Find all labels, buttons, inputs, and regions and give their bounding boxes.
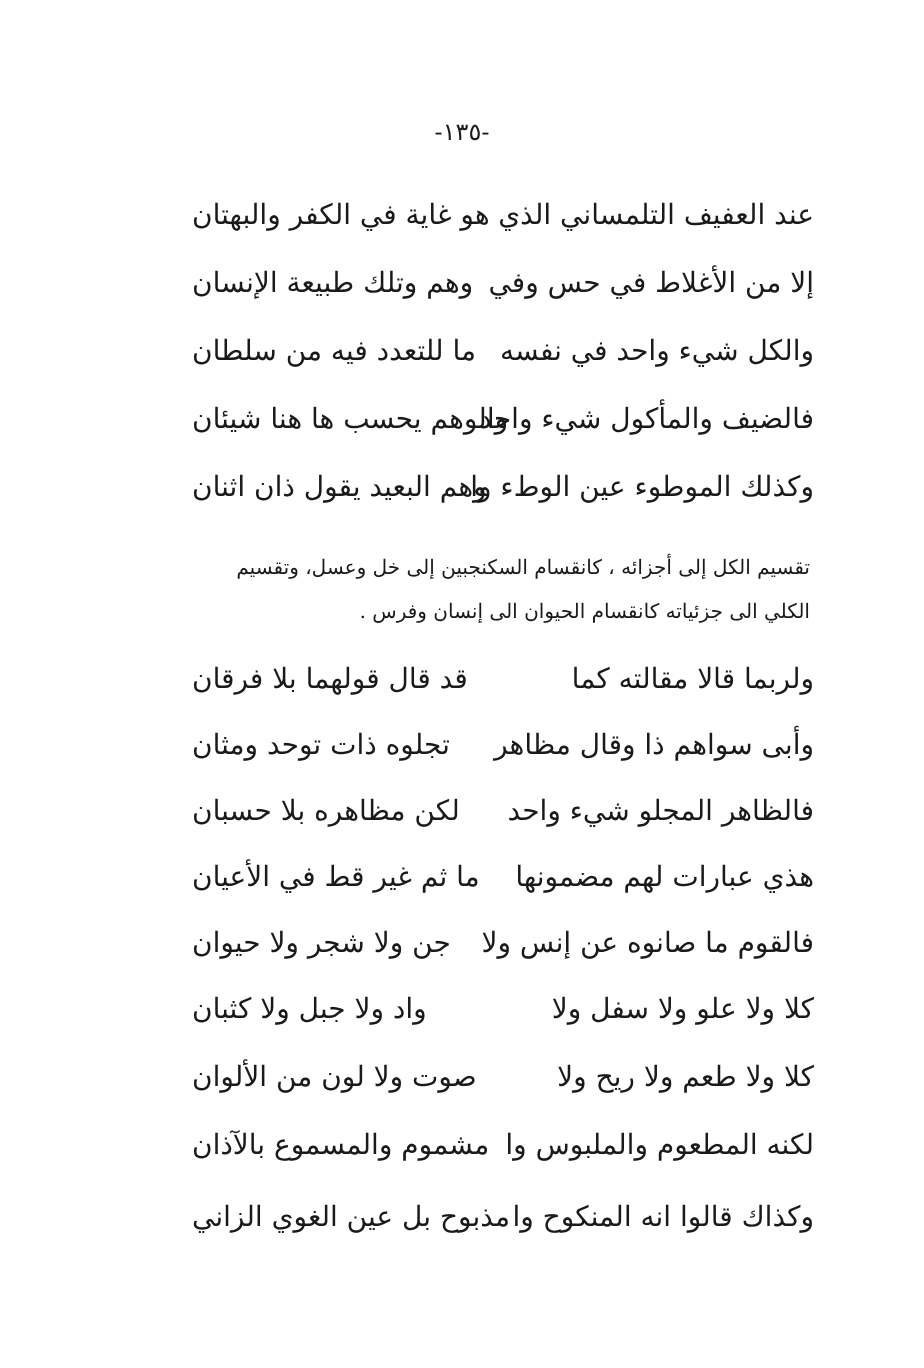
first-hemistich: وكذلك الموطوء عين الوطء وا xyxy=(470,470,814,503)
first-hemistich: كلا ولا طعم ولا ريح ولا xyxy=(557,1060,814,1093)
first-hemistich: والكل شيء واحد في نفسه xyxy=(499,334,814,367)
second-hemistich: قد قال قولهما بلا فرقان xyxy=(192,662,468,695)
first-hemistich: وكذاك قالوا انه المنكوح وا xyxy=(512,1200,814,1233)
second-hemistich: وهم وتلك طبيعة الإنسان xyxy=(192,266,474,299)
commentary-line: تقسيم الكل إلى أجزائه ، كانقسام السكنجبين إلى خل وعسل، وتقسيم xyxy=(236,555,810,579)
second-hemistich: جن ولا شجر ولا حيوان xyxy=(192,926,451,959)
second-hemistich: تجلوه ذات توحد ومثان xyxy=(192,728,450,761)
first-hemistich: إلا من الأغلاط في حس وفي xyxy=(488,266,814,299)
verse-line xyxy=(160,794,814,844)
page-number: -١٣٥- xyxy=(434,118,490,146)
second-hemistich: صوت ولا لون من الألوان xyxy=(192,1060,477,1093)
first-hemistich: عند العفيف التلمساني الذي xyxy=(498,198,814,231)
verse-line xyxy=(160,992,814,1042)
first-hemistich: فالضيف والمأكول شيء واحد xyxy=(479,402,814,435)
first-hemistich: فالقوم ما صانوه عن إنس ولا xyxy=(481,926,814,959)
first-hemistich: فالظاهر المجلو شيء واحد xyxy=(507,794,814,827)
verse-line xyxy=(160,266,814,316)
second-hemistich: مشموم والمسموع بالآذان xyxy=(192,1128,490,1161)
second-hemistich: مذبوح بل عين الغوي الزاني xyxy=(192,1200,510,1233)
verse-line xyxy=(160,334,814,384)
verse-line xyxy=(160,1200,814,1250)
verse-line xyxy=(160,728,814,778)
second-hemistich: وهم البعيد يقول ذان اثنان xyxy=(192,470,487,503)
second-hemistich: ما ثم غير قط في الأعيان xyxy=(192,860,480,893)
verse-line xyxy=(160,470,814,520)
second-hemistich: واد ولا جبل ولا كثبان xyxy=(192,992,427,1025)
verse-line xyxy=(160,860,814,910)
first-hemistich: هذي عبارات لهم مضمونها xyxy=(515,860,814,893)
verse-line xyxy=(160,662,814,712)
second-hemistich: والوهم يحسب ها هنا شيئان xyxy=(192,402,509,435)
first-hemistich: كلا ولا علو ولا سفل ولا xyxy=(551,992,814,1025)
verse-line xyxy=(160,926,814,976)
first-hemistich: وأبى سواهم ذا وقال مظاهر xyxy=(494,728,814,761)
second-hemistich: ما للتعدد فيه من سلطان xyxy=(192,334,477,367)
verse-line xyxy=(160,1060,814,1110)
second-hemistich: لكن مظاهره بلا حسبان xyxy=(192,794,460,827)
commentary-paragraph xyxy=(190,545,810,633)
first-hemistich: ولربما قالا مقالته كما xyxy=(571,662,814,695)
verse-line xyxy=(160,198,814,248)
verse-line xyxy=(160,402,814,452)
first-hemistich: لكنه المطعوم والملبوس وا xyxy=(505,1128,814,1161)
second-hemistich: هو غاية في الكفر والبهتان xyxy=(192,198,490,231)
commentary-line: الكلي الى جزئياته كانقسام الحيوان الى إنسان وفرس . xyxy=(359,599,810,623)
verse-line xyxy=(160,1128,814,1178)
